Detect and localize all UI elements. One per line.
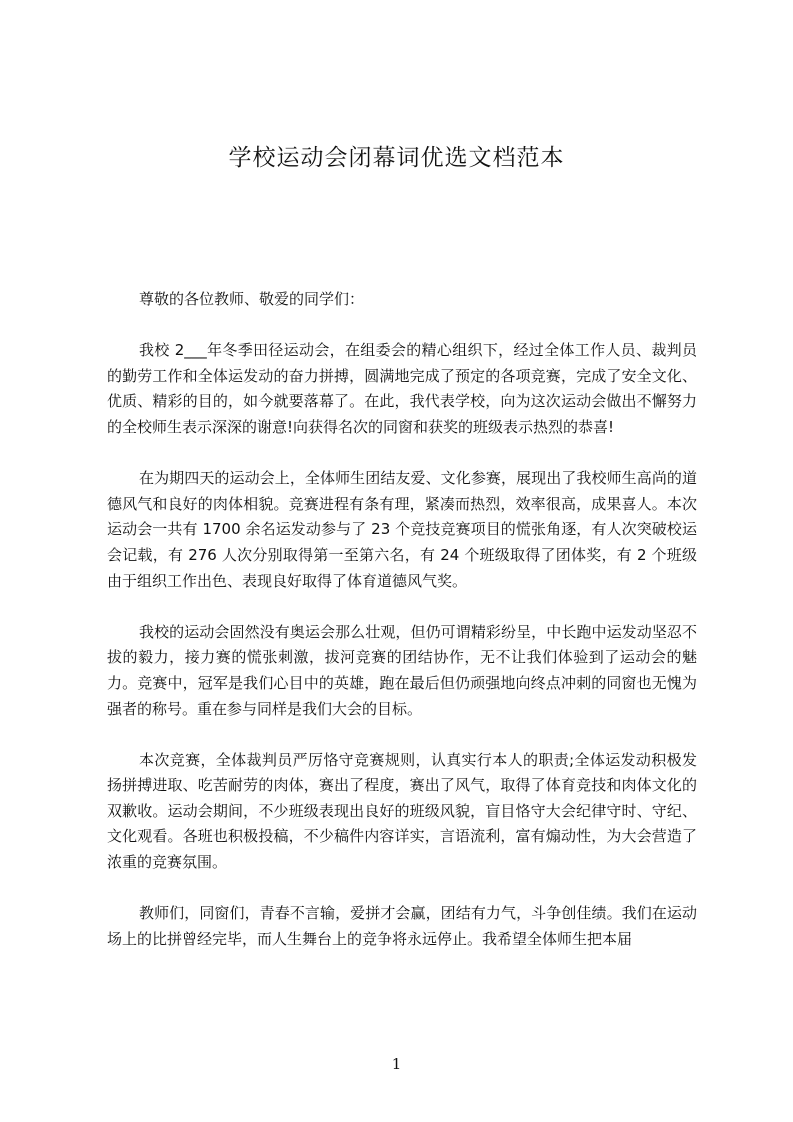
body-paragraph: 教师们，同窗们，青春不言输，爱拼才会赢，团结有力气，斗争创佳绩。我们在运动场上的比拼曾经完毕，而人生舞台上的竞争将永远停止。我希望全体师生把本届: [107, 904, 697, 948]
greeting-paragraph: 尊敬的各位教师、敬爱的同学们：: [139, 290, 365, 308]
page-number: 1: [391, 1055, 402, 1073]
document-body: [107, 287, 697, 978]
body-paragraph: 在为期四天的运动会上，全体师生团结友爱、文化参赛，展现出了我校师生高尚的道德风气和良好的肉体相貌。竞赛进程有条有理，紧凑而热烈，效率很高，成果喜人。本次运动会一共有 1700 余名运发动参与了 23 个竞技竞赛项目的慌张角逐，有人次突破校运会记载，有 276 人次分别取得第一至第六名，有 24 个班级取得了团体奖，有 2 个班级由于组织工作出色、表现良好取得了体育道德风气奖。: [107, 469, 697, 590]
document-title: 学校运动会闭幕词优选文档范本: [228, 145, 565, 171]
body-paragraph: 本次竞赛，全体裁判员严厉恪守竞赛规则，认真实行本人的职责;全体运发动积极发扬拼搏进取、吃苦耐劳的肉体，赛出了程度，赛出了风气，取得了体育竞技和肉体文化的双歉收。运动会期间，不少班级表现出良好的班级风貌，盲目恪守大会纪律守时、守纪、文化观看。各班也积极投稿，不少稿件内容详实，言语流利，富有煽动性，为大会营造了浓重的竞赛氛围。: [107, 750, 697, 872]
body-paragraph: 我校 2___年冬季田径运动会，在组委会的精心组织下，经过全体工作人员、裁判员的勤劳工作和全体运发动的奋力拼搏，圆满地完成了预定的各项竞赛，完成了安全文化、优质、精彩的目的，如今就要落幕了。在此，我代表学校，向为这次运动会做出不懈努力的全校师生表示深深的谢意!向获得名次的同窗和获奖的班级表示热烈的恭喜!: [107, 341, 697, 436]
body-paragraph: 我校的运动会固然没有奥运会那么壮观，但仍可谓精彩纷呈，中长跑中运发动坚忍不拔的毅力，接力赛的慌张刺激，拔河竞赛的团结协作，无不让我们体验到了运动会的魅力。竞赛中，冠军是我们心目中的英雄，跑在最后但仍顽强地向终点冲刺的同窗也无愧为强者的称号。重在参与同样是我们大会的目标。: [107, 622, 697, 718]
